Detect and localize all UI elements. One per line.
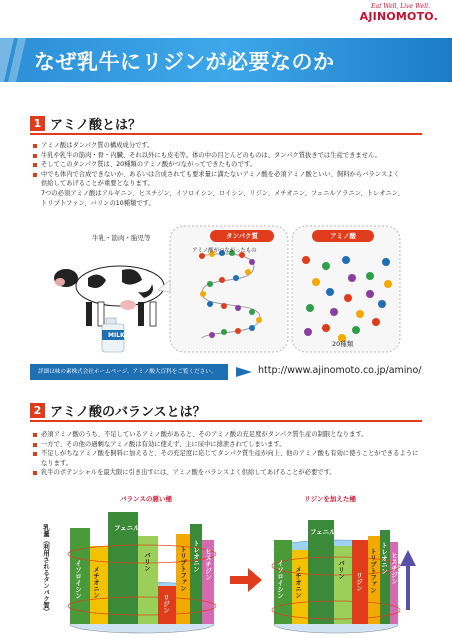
protein-label: タンパク質 <box>210 230 274 242</box>
bullet-item: アミノ酸はタンパク質の構成成分です。 <box>32 141 422 151</box>
barrel-left-title: バランスの悪い桶 <box>120 495 172 503</box>
stave-label: バリン <box>143 552 151 572</box>
stave-label: トレオニン <box>380 542 388 575</box>
section-2-bullets <box>32 430 422 478</box>
barrel-diagram <box>30 506 422 634</box>
cow-illustration <box>54 266 164 326</box>
section-title: アミノ酸とは？ <box>50 118 142 133</box>
amino-url-link[interactable]: http://www.ajinomoto.co.jp/amino/ <box>258 365 422 376</box>
stave-label: トリプトファン <box>369 548 377 594</box>
bullet-item: 一方で、その他の過剰なアミノ酸は有効に使えず、主に尿中に排泄されてしまいます。 <box>32 440 422 450</box>
stave-label: リジン <box>355 572 363 592</box>
stave-label: トリプトファン <box>179 546 187 592</box>
bullet-continuation: 供給してあげることが重要となります。 <box>41 180 154 188</box>
bullet-continuation: 7つの必須アミノ酸はアルギニン、ヒスチジン、イソロイシン、ロイシン、リジン、メチオニン、フェニルアラニン、トレオニン、 <box>41 189 404 197</box>
protein-sublabel: アミノ酸がつながったもの <box>192 248 257 254</box>
stave-label: メチオニン <box>294 566 302 599</box>
stave-label: フェニルアラニン <box>114 524 166 532</box>
bullet-item: 牛乳や乳牛の筋肉・骨・内臓、それ以外にも皮毛等。体の中の目とんどのものは、タンパク質抜きでは生産できません。 <box>32 151 422 161</box>
stave-label: ヒスチジン <box>390 552 398 585</box>
bullet-item: そしてこのタンパク質は、20種類のアミノ酸がつながってできたものです。 <box>32 160 422 170</box>
stave-label: リジン <box>162 594 170 614</box>
section-title: アミノ酸のバランスとは？ <box>50 405 206 420</box>
url-note: 詳細は味の素株式会社ホームページ、アミノ酸大百科をご覧ください。 <box>30 364 228 380</box>
section-rule <box>30 420 422 422</box>
bullet-item: 必須アミノ酸のうち、不足しているアミノ酸があると、そのアミノ酸の充足度がタンパク質生産の制限となります。 <box>32 430 422 440</box>
title-banner <box>0 38 452 82</box>
section-number: 1 <box>30 116 45 131</box>
arrow-right-icon <box>230 568 262 592</box>
bullet-item: 不足しがちなアミノ酸を飼料に加えると、その充足度に応じてタンパク質生産が向上、他のアミノ酸も有効に使うことができるように <box>32 449 422 459</box>
stave-label: バリン <box>337 560 345 580</box>
section-number: 2 <box>30 403 45 418</box>
stave-label: イソロイシン <box>276 560 284 599</box>
bullet-item: 中でも体内で合成できないか、あるいは合成されても要求量に満たないアミノ酸を必須アミノ酸といい、飼料からバランスよく <box>32 170 422 180</box>
stave-label: フェニルアラニン <box>310 528 362 536</box>
stave-label: メチオニン <box>92 566 100 599</box>
section-1-bullets <box>32 141 422 208</box>
amino-acid-count: 20種類 <box>332 340 354 348</box>
ajinomoto-logo: AJINOMOTO. <box>359 10 438 23</box>
bullet-continuation: トリプトファン、バリンの10種類です。 <box>41 199 155 207</box>
bullet-continuation: なります。 <box>41 459 72 467</box>
stave-label: イソロイシン <box>74 560 82 599</box>
stave-label: ヒスチジン <box>204 548 212 581</box>
stave-label: トレオニン <box>192 540 200 573</box>
amino-acid-label: アミノ酸 <box>312 230 374 242</box>
section-2-heading <box>30 403 422 419</box>
milk-yield-label: 乳量（利用されるタンパク質） <box>42 524 50 615</box>
barrel-right-title: リジンを加えた桶 <box>304 495 356 503</box>
url-bar <box>30 364 422 380</box>
arrow-right-icon <box>236 367 252 377</box>
section-1-heading <box>30 116 422 132</box>
section-rule <box>30 133 422 135</box>
brand-tagline: Eat Well, Live Well. <box>371 3 430 10</box>
page-title: なぜ乳牛にリジンが必要なのか <box>34 50 335 74</box>
cow-label: 牛乳・筋肉・胎児等 <box>92 234 151 242</box>
bullet-item: 乳牛のポテンシャルを最大限に引き出すには、アミノ酸をバランスよく供給してあげることが必要です。 <box>32 468 422 478</box>
milk-label: MILK <box>108 332 125 339</box>
